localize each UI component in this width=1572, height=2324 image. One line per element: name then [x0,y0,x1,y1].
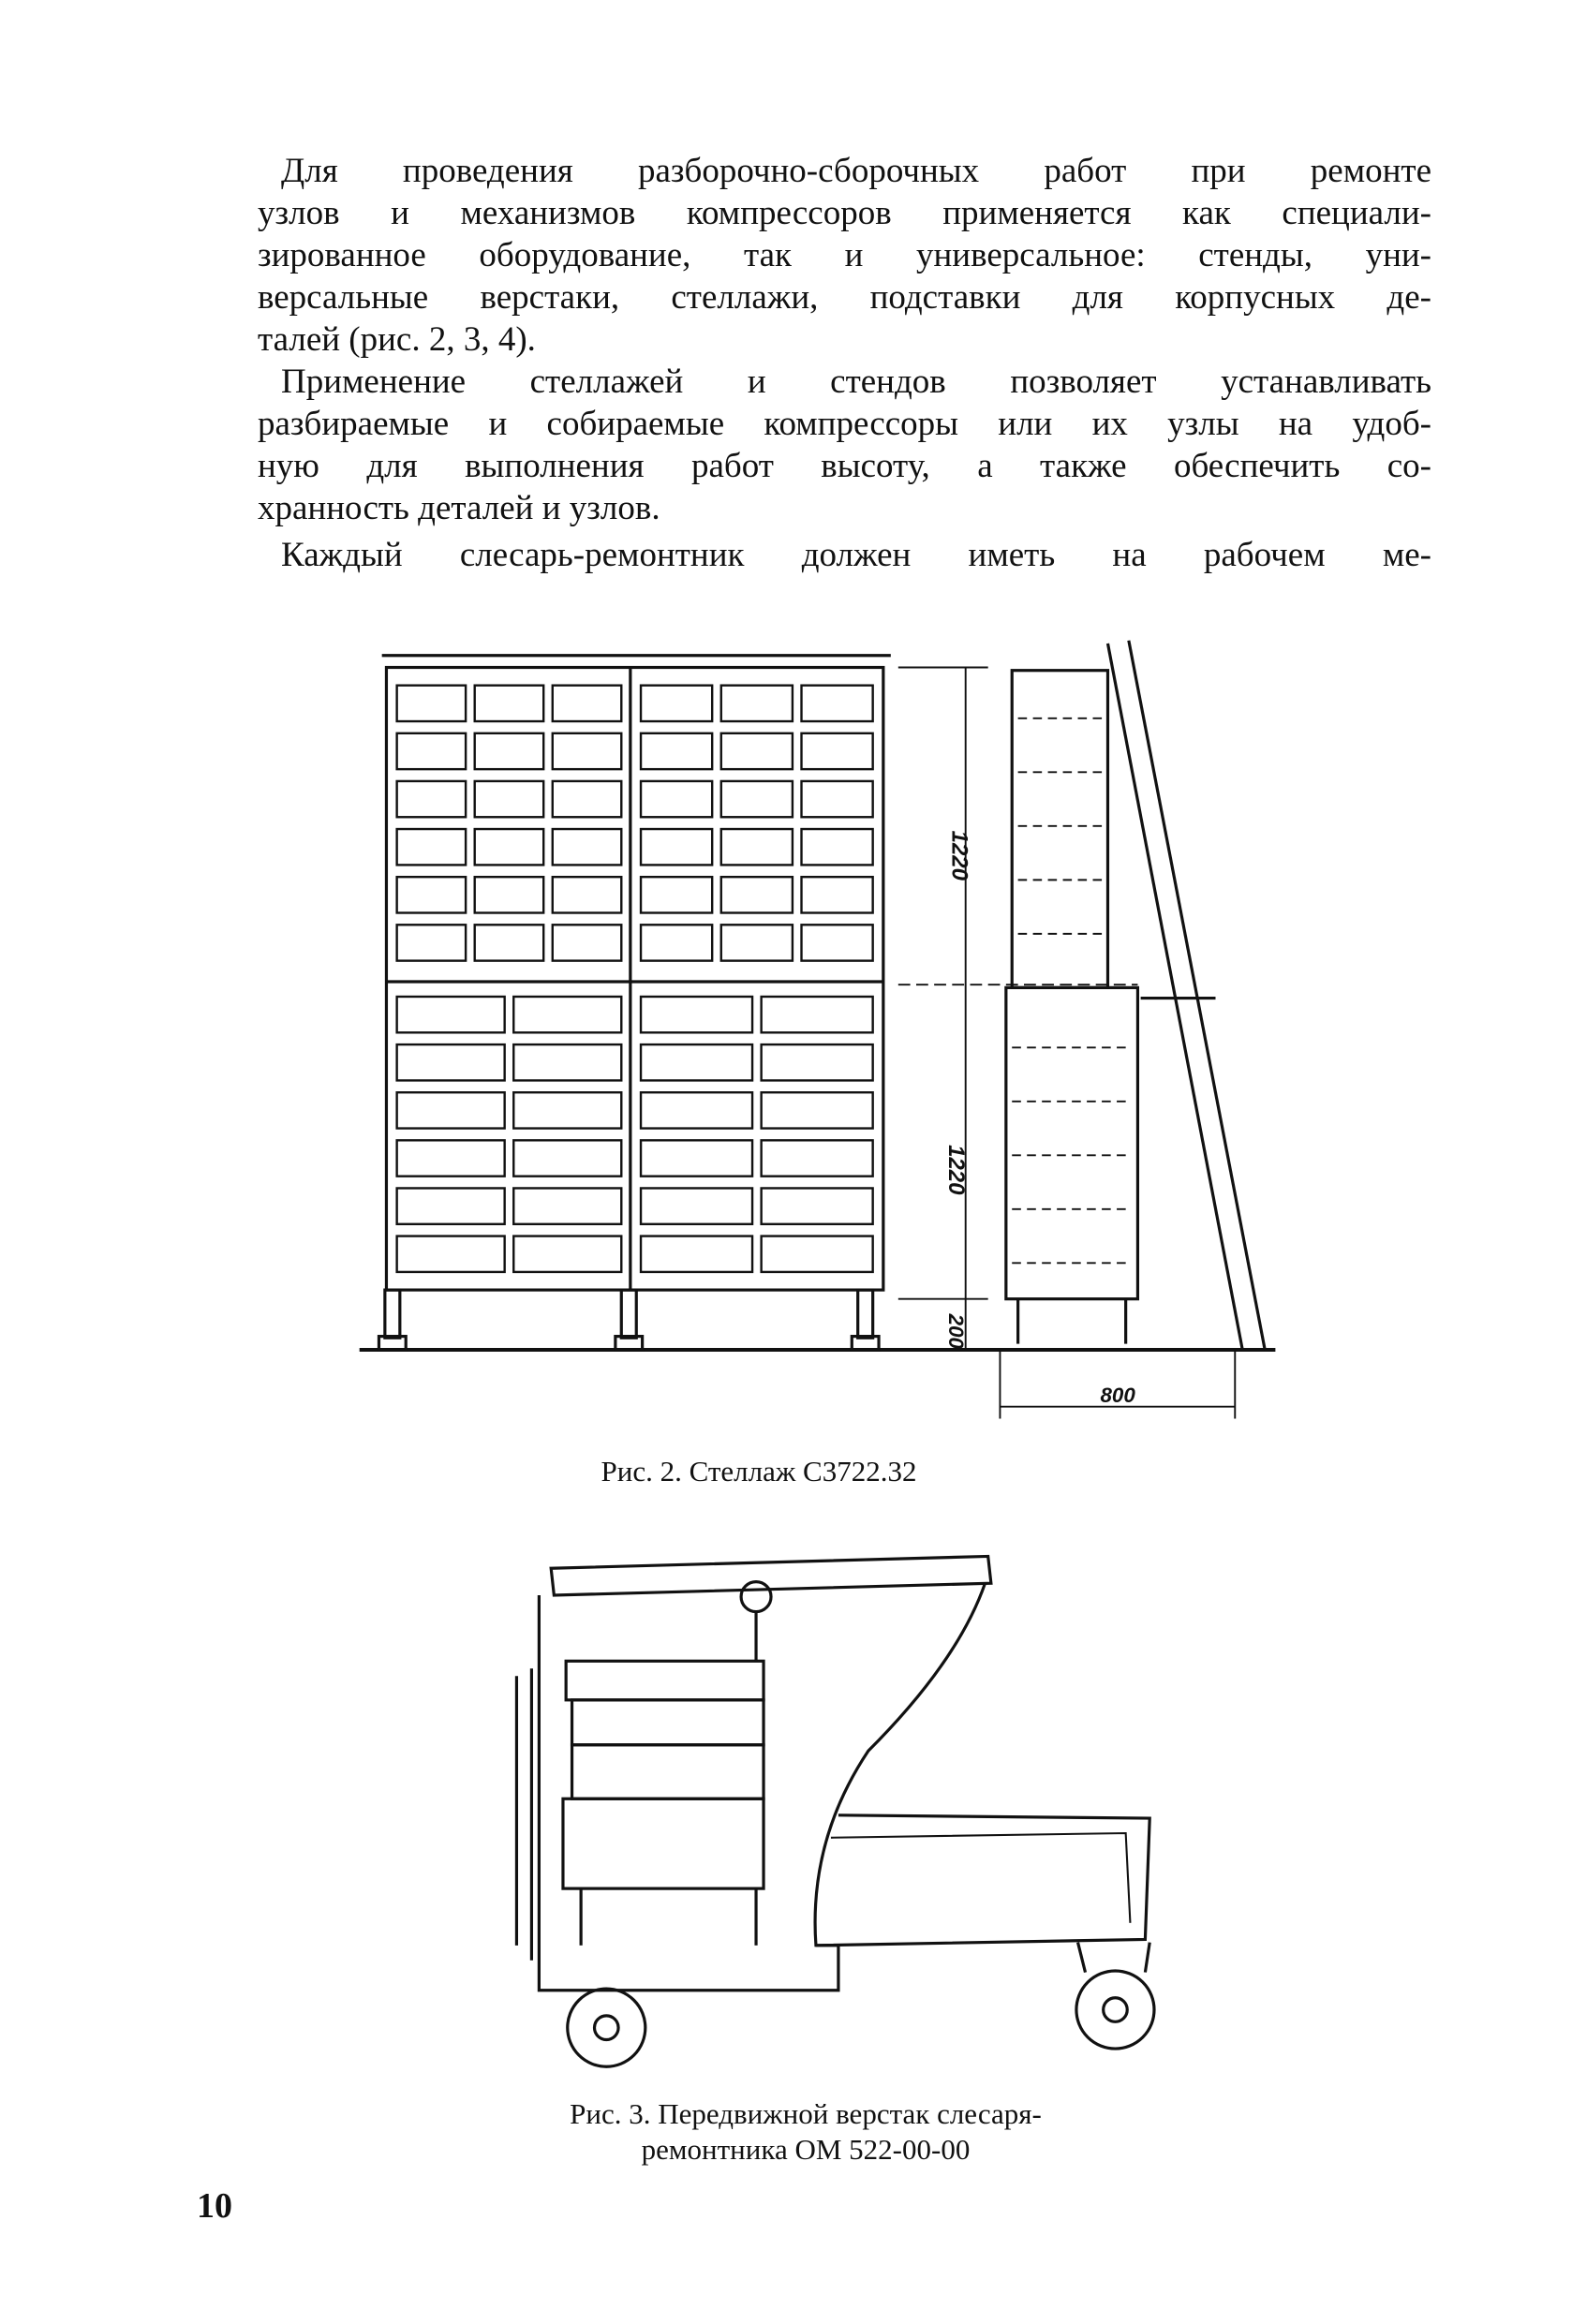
drawer [802,781,873,817]
drawer [762,1092,873,1128]
rack-frame [386,668,882,1291]
drawer [566,1661,764,1700]
rack-legs [378,1290,879,1350]
drawer [802,733,873,769]
drawer [762,997,873,1032]
text-line: талей (рис. 2, 3, 4). [258,320,536,359]
drawer [641,1188,752,1223]
drawer [553,686,621,721]
text-line: ную для выполнения работ высоту, а также обеспечить со- [258,447,1431,485]
drawer [721,925,793,960]
drawer [513,1092,621,1128]
drawer [397,1188,505,1223]
drawer [572,1700,764,1745]
drawer [641,733,712,769]
drawer [641,686,712,721]
drawer [802,686,873,721]
text-line: зированное оборудование, так и универсальное: стенды, уни- [258,236,1431,274]
bench-top [551,1556,991,1595]
drawer [641,997,752,1032]
side-view [1006,641,1265,1350]
text-line: Каждый слесарь-ремонтник должен иметь на рабочем ме- [281,536,1431,574]
drawer [721,781,793,817]
drawer [397,877,466,912]
dim-leg-height: 200 [944,1313,969,1349]
drawer [513,1188,621,1223]
drawer [563,1799,764,1888]
drawer [397,733,466,769]
drawer [762,1236,873,1272]
figure-2-caption: Рис. 2. Стеллаж С3722.32 [601,1455,917,1488]
text-line: узлов и механизмов компрессоров применяется как специали- [258,194,1431,232]
drawer [762,1044,873,1080]
drawer [553,925,621,960]
side-handle [516,1668,531,1961]
ladder-rail [1129,641,1265,1350]
drawer [397,781,466,817]
drawer [721,733,793,769]
drawer [762,1140,873,1176]
drawer [802,877,873,912]
drawer [513,1236,621,1272]
drawer [397,1140,505,1176]
vise-icon [741,1582,771,1612]
drawer [553,733,621,769]
text-line: Применение стеллажей и стендов позволяет устанавливать [281,363,1431,401]
wheel-icon [568,1989,645,2066]
figure-3-workbench-drawing [516,1556,1154,2066]
drawer [553,829,621,865]
wheel-icon [1076,1971,1154,2049]
drawer [513,997,621,1032]
drawer [397,925,466,960]
drawer [475,877,543,912]
rack-leg [385,1290,400,1338]
drawer [397,1092,505,1128]
page-number: 10 [197,2186,232,2226]
drawer [721,829,793,865]
dim-lower-height: 1220 [943,1145,970,1195]
drawer [475,686,543,721]
drawer [721,877,793,912]
text-line: версальные верстаки, стеллажи, подставки для корпусных де- [258,278,1431,317]
drawer [802,925,873,960]
drawer [397,829,466,865]
drawer [641,877,712,912]
dim-upper-height: 1220 [946,830,972,881]
text-line: разбираемые и собираемые компрессоры или их узлы на удоб- [258,405,1431,443]
drawer [397,1044,505,1080]
rack-drawers [397,686,873,1272]
drawer [762,1188,873,1223]
figure-2-rack-drawing [360,641,1276,1419]
drawer [641,1236,752,1272]
dim-depth: 800 [1100,1383,1135,1407]
figure-3-caption-line1: Рис. 3. Передвижной верстак слесаря- [570,2097,1042,2130]
drawer [475,925,543,960]
drawer [513,1044,621,1080]
text-line: хранность деталей и узлов. [258,489,660,527]
drawer [641,829,712,865]
text-line: Для проведения разборочно-сборочных работ при ремонте [281,152,1431,190]
drawer [553,877,621,912]
drawer [721,686,793,721]
drawer [513,1140,621,1176]
drawer [553,781,621,817]
drawer [475,781,543,817]
drawer [641,925,712,960]
figure-3-caption-line2: ремонтника ОМ 522-00-00 [641,2133,971,2166]
drawer [397,686,466,721]
rack-leg [621,1290,636,1338]
drawer [641,1044,752,1080]
drawer [641,781,712,817]
drawer [572,1745,764,1799]
side-lower-cabinet [1006,987,1138,1298]
drawer [641,1092,752,1128]
drawer [802,829,873,865]
drawer [397,997,505,1032]
drawer [475,733,543,769]
drawer [641,1140,752,1176]
drawer [397,1236,505,1272]
drawer [475,829,543,865]
rack-leg [858,1290,873,1338]
